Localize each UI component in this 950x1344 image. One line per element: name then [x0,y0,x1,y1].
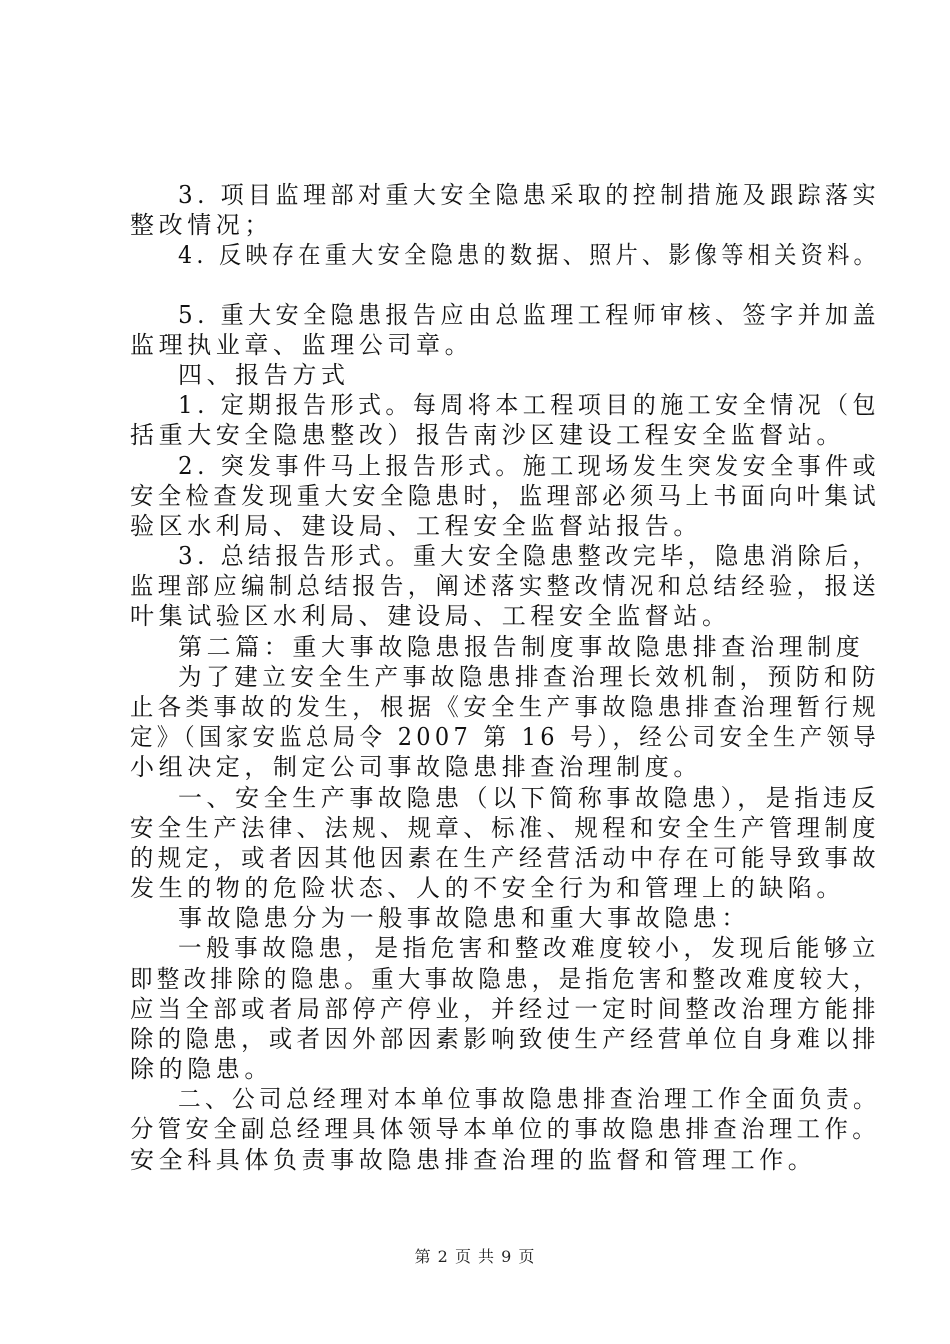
text-line: 3. 项目监理部对重大安全隐患采取的控制措施及跟踪落实 [178,181,880,209]
text-line: 安全生产法律、法规、规章、标准、规程和安全生产管理制度 [130,814,880,842]
text-line: 安全检查发现重大安全隐患时，监理部必须马上书面向叶集试 [130,482,880,510]
text-line: 除的隐患，或者因外部因素影响致使生产经营单位自身难以排 [130,1025,880,1053]
text-line: 4. 反映存在重大安全隐患的数据、照片、影像等相关资料。 [178,241,880,269]
text-line: 叶集试验区水利局、建设局、工程安全监督站。 [130,602,731,630]
section-heading: 四、报告方式 [178,361,350,389]
text-line: 为了建立安全生产事故隐患排查治理长效机制，预防和防 [178,663,880,691]
text-line: 的规定，或者因其他因素在生产经营活动中存在可能导致事故 [130,844,880,872]
text-line: 分管安全副总经理具体领导本单位的事故隐患排查治理工作。 [130,1115,880,1143]
text-line: 安全科具体负责事故隐患排查治理的监督和管理工作。 [130,1146,817,1174]
text-line: 小组决定，制定公司事故隐患排查治理制度。 [130,753,702,781]
text-line: 即整改排除的隐患。重大事故隐患，是指危害和整改难度较大， [130,965,880,993]
text-line: 验区水利局、建设局、工程安全监督站报告。 [130,512,702,540]
text-line: 二、公司总经理对本单位事故隐患排查治理工作全面负责。 [178,1085,880,1113]
text-line: 一般事故隐患，是指危害和整改难度较小，发现后能够立 [178,934,880,962]
text-line: 1. 定期报告形式。每周将本工程项目的施工安全情况（包 [178,391,880,419]
text-line: 应当全部或者局部停产停业，并经过一定时间整改治理方能排 [130,995,880,1023]
chapter-title: 第二篇：重大事故隐患报告制度事故隐患排查治理制度 [178,633,865,661]
text-line: 发生的物的危险状态、人的不安全行为和管理上的缺陷。 [130,874,845,902]
text-line: 一、安全生产事故隐患（以下简称事故隐患），是指违反 [178,784,880,812]
text-line: 除的隐患。 [130,1055,273,1083]
text-line: 监理执业章、监理公司章。 [130,331,474,359]
text-line: 3. 总结报告形式。重大安全隐患整改完毕，隐患消除后， [178,542,880,570]
text-line: 监理部应编制总结报告，阐述落实整改情况和总结经验，报送 [130,572,880,600]
text-line: 事故隐患分为一般事故隐患和重大事故隐患： [178,904,750,932]
text-line: 2. 突发事件马上报告形式。施工现场发生突发安全事件或 [178,452,880,480]
text-line: 止各类事故的发生，根据《安全生产事故隐患排查治理暂行规 [130,693,880,721]
page-number-footer: 第 2 页 共 9 页 [414,1247,536,1266]
text-line: 5. 重大安全隐患报告应由总监理工程师审核、签字并加盖 [178,301,880,329]
text-line: 括重大安全隐患整改）报告南沙区建设工程安全监督站。 [130,421,845,449]
text-line: 整改情况； [130,211,273,239]
text-line: 定》（国家安监总局令 2007 第 16 号），经公司安全生产领导 [130,723,880,751]
